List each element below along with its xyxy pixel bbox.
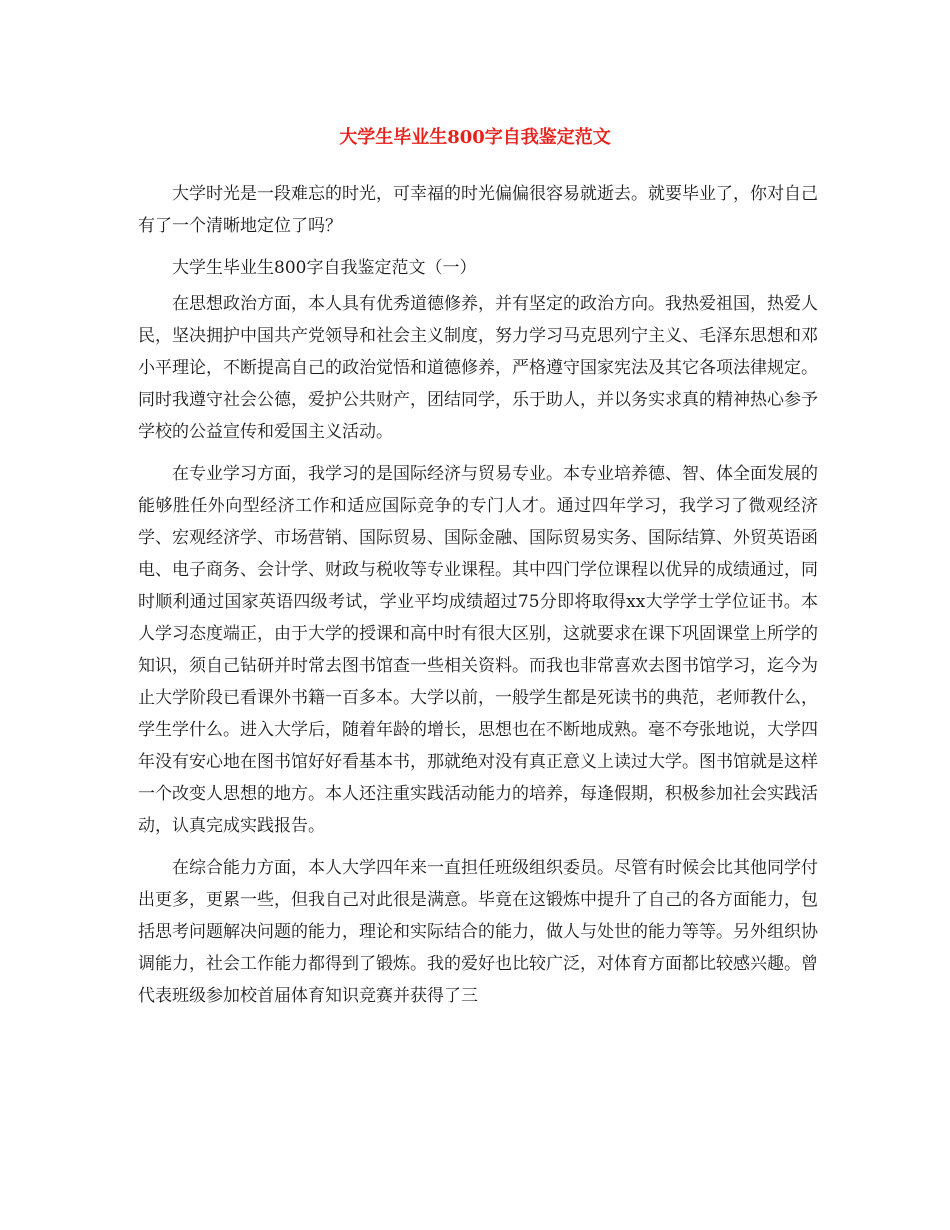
- document-body: [138, 178, 818, 1022]
- paragraph-study: 在专业学习方面，我学习的是国际经济与贸易专业。本专业培养德、智、体全面发展的能够胜任外向型经济工作和适应国际竞争的专门人才。通过四年学习，我学习了微观经济学、宏观经济学、市场营销、国际贸易、国际金融、国际贸易实务、国际结算、外贸英语函电、电子商务、会计学、财政与税收等专业课程。其中四门学位课程以优异的成绩通过，同时顺利通过国家英语四级考试，学业平均成绩超过75分即将取得xx大学学士学位证书。本人学习态度端正，由于大学的授课和高中时有很大区别，这就要求在课下巩固课堂上所学的知识，须自己钻研并时常去图书馆查一些相关资料。而我也非常喜欢去图书馆学习，迄今为止大学阶段已看课外书籍一百多本。大学以前，一般学生都是死读书的典范，老师教什么，学生学什么。进入大学后，随着年龄的增长，思想也在不断地成熟。毫不夸张地说，大学四年没有安心地在图书馆好好看基本书，那就绝对没有真正意义上读过大学。图书馆就是这样一个改变人思想的地方。本人还注重实践活动能力的培养，每逢假期，积极参加社会实践活动，认真完成实践报告。: [138, 464, 818, 836]
- paragraph-political: 在思想政治方面，本人具有优秀道德修养，并有坚定的政治方向。我热爱祖国，热爱人民，坚决拥护中国共产党领导和社会主义制度，努力学习马克思列宁主义、毛泽东思想和邓小平理论，不断提高自己的政治觉悟和道德修养，严格遵守国家宪法及其它各项法律规定。同时我遵守社会公德，爱护公共财产，团结同学，乐于助人，并以务实求真的精神热心参予学校的公益宣传和爱国主义活动。: [138, 294, 818, 442]
- section-subheading: 大学生毕业生800字自我鉴定范文（一）: [172, 258, 477, 278]
- intro-paragraph: 大学时光是一段难忘的时光，可幸福的时光偏偏很容易就逝去。就要毕业了，你对自己有了一个清晰地定位了吗？: [138, 184, 818, 236]
- paragraph-ability: 在综合能力方面，本人大学四年来一直担任班级组织委员。尽管有时候会比其他同学付出更多，更累一些，但我自己对此很是满意。毕竟在这锻炼中提升了自己的各方面能力，包括思考问题解决问题的能力，理论和实际结合的能力，做人与处世的能力等等。另外组织协调能力，社会工作能力都得到了锻炼。我的爱好也比较广泛，对体育方面都比较感兴趣。曾代表班级参加校首届体育知识竞赛并获得了三: [138, 858, 818, 1006]
- document-title: 大学生毕业生800字自我鉴定范文: [339, 127, 611, 148]
